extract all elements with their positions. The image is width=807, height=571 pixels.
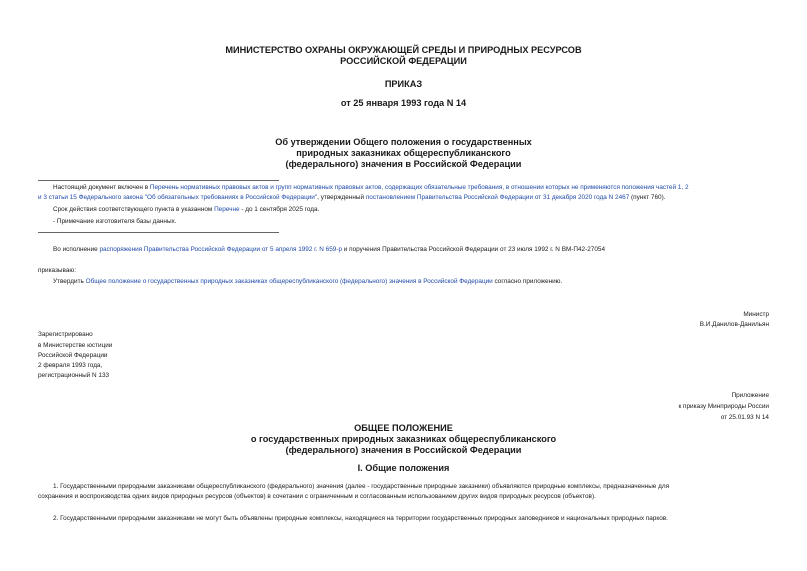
registration-line3: Российской Федерации — [38, 352, 108, 359]
approve-end: согласно приложению. — [492, 278, 563, 285]
note-top-rule — [38, 180, 279, 181]
regulation-title-line1: ОБЩЕЕ ПОЛОЖЕНИЕ — [354, 423, 453, 433]
note-p2-start: Срок действия соответствующего пункта в указанном — [53, 206, 215, 213]
appendix-line1: Приложение — [731, 392, 769, 399]
preamble-end: и поручения Правительства Российской Федерации от 23 июля 1992 г. N ВМ-П42-27054 — [342, 246, 606, 253]
ministry-name-line2: РОССИЙСКОЙ ФЕДЕРАЦИИ — [340, 56, 467, 66]
signature-name: В.И.Данилов-Данильян — [699, 321, 769, 328]
general-regulation-link[interactable]: Общее положение о государственных природных заказниках общереспубликанского (федерального) значения в Российской Федерации — [85, 278, 493, 285]
document-title-line1: Об утверждении Общего положения о государственных — [275, 137, 532, 147]
note-paragraph-1-cont — [38, 193, 773, 203]
registration-line5: регистрационный N 133 — [38, 372, 110, 379]
registration-line1: Зарегистрировано — [38, 331, 93, 338]
item-1-line1: 1. Государственными природными заказниками общереспубликанского (федерального) значения (далее - государственные природные заказники) объявляются природные комплексы, предназначенные для — [53, 483, 670, 490]
note-p1-mid: , утвержденный — [317, 194, 366, 201]
regulation-title-line3: (федерального) значения в Российской Федерации — [285, 445, 522, 455]
note-bottom-rule — [38, 232, 279, 233]
note-p1-end: (пункт 760). — [629, 194, 666, 201]
registration-line4: 2 февраля 1993 года, — [38, 362, 103, 369]
note-p2-end: - до 1 сентября 2025 года. — [239, 206, 320, 213]
list-link[interactable]: Перечне — [214, 206, 240, 213]
approve-start: Утвердить — [53, 278, 86, 285]
preamble-start: Во исполнение — [53, 246, 100, 253]
appendix-line3: от 25.01.93 N 14 — [720, 414, 769, 421]
document-title-line2: природных заказниках общереспубликанского — [296, 148, 511, 158]
registration-line2: в Министерстве юстиции — [38, 342, 113, 349]
approve-paragraph — [53, 277, 562, 287]
regulation-title-line2: о государственных природных заказниках общереспубликанского — [250, 434, 557, 444]
section-heading: I. Общие положения — [357, 463, 450, 473]
government-resolution-link[interactable]: постановлением Правительства Российской Федерации от 31 декабря 2020 года N 2467 — [365, 194, 630, 201]
document-date-number: от 25 января 1993 года N 14 — [340, 98, 467, 108]
item-2: 2. Государственными природными заказниками не могут быть объявлены природные комплексы, находящиеся на территории государственных природных заповедников и национальных природных парков. — [53, 515, 668, 522]
note-paragraph-3: - Примечание изготовителя базы данных. — [53, 218, 177, 225]
appendix-line2: к приказу Минприроды России — [678, 403, 769, 410]
ministry-name-line1: МИНИСТЕРСТВО ОХРАНЫ ОКРУЖАЮЩЕЙ СРЕДЫ И ПРИРОДНЫХ РЕСУРСОВ — [225, 45, 582, 55]
preamble-paragraph — [53, 245, 605, 255]
signature-position: Министр — [743, 311, 769, 318]
government-order-link[interactable]: распоряжения Правительства Российской Федерации от 5 апреля 1992 г. N 659-р — [99, 246, 343, 253]
exceptions-list-link[interactable]: Перечень нормативных правовых актов и групп нормативных правовых актов, содержащих обязательные требования, в отношении которых не применяются положения частей 1, 2 — [149, 184, 689, 191]
federal-law-link[interactable]: и 3 статьи 15 Федерального закона "Об обязательных требованиях в Российской Федерации" — [38, 194, 318, 201]
item-1-line2: сохранения и воспроизводства одних видов природных ресурсов (объектов) в сочетании с ограниченным и согласованным использованием других видов природных ресурсов (объектов). — [38, 493, 596, 500]
document-title-line3: (федерального) значения в Российской Федерации — [285, 159, 522, 169]
note-paragraph-1 — [53, 183, 773, 193]
document-type: ПРИКАЗ — [384, 79, 423, 89]
note-p1-start: Настоящий документ включен в — [53, 184, 150, 191]
order-word: приказываю: — [38, 267, 76, 274]
note-paragraph-2 — [53, 205, 319, 215]
